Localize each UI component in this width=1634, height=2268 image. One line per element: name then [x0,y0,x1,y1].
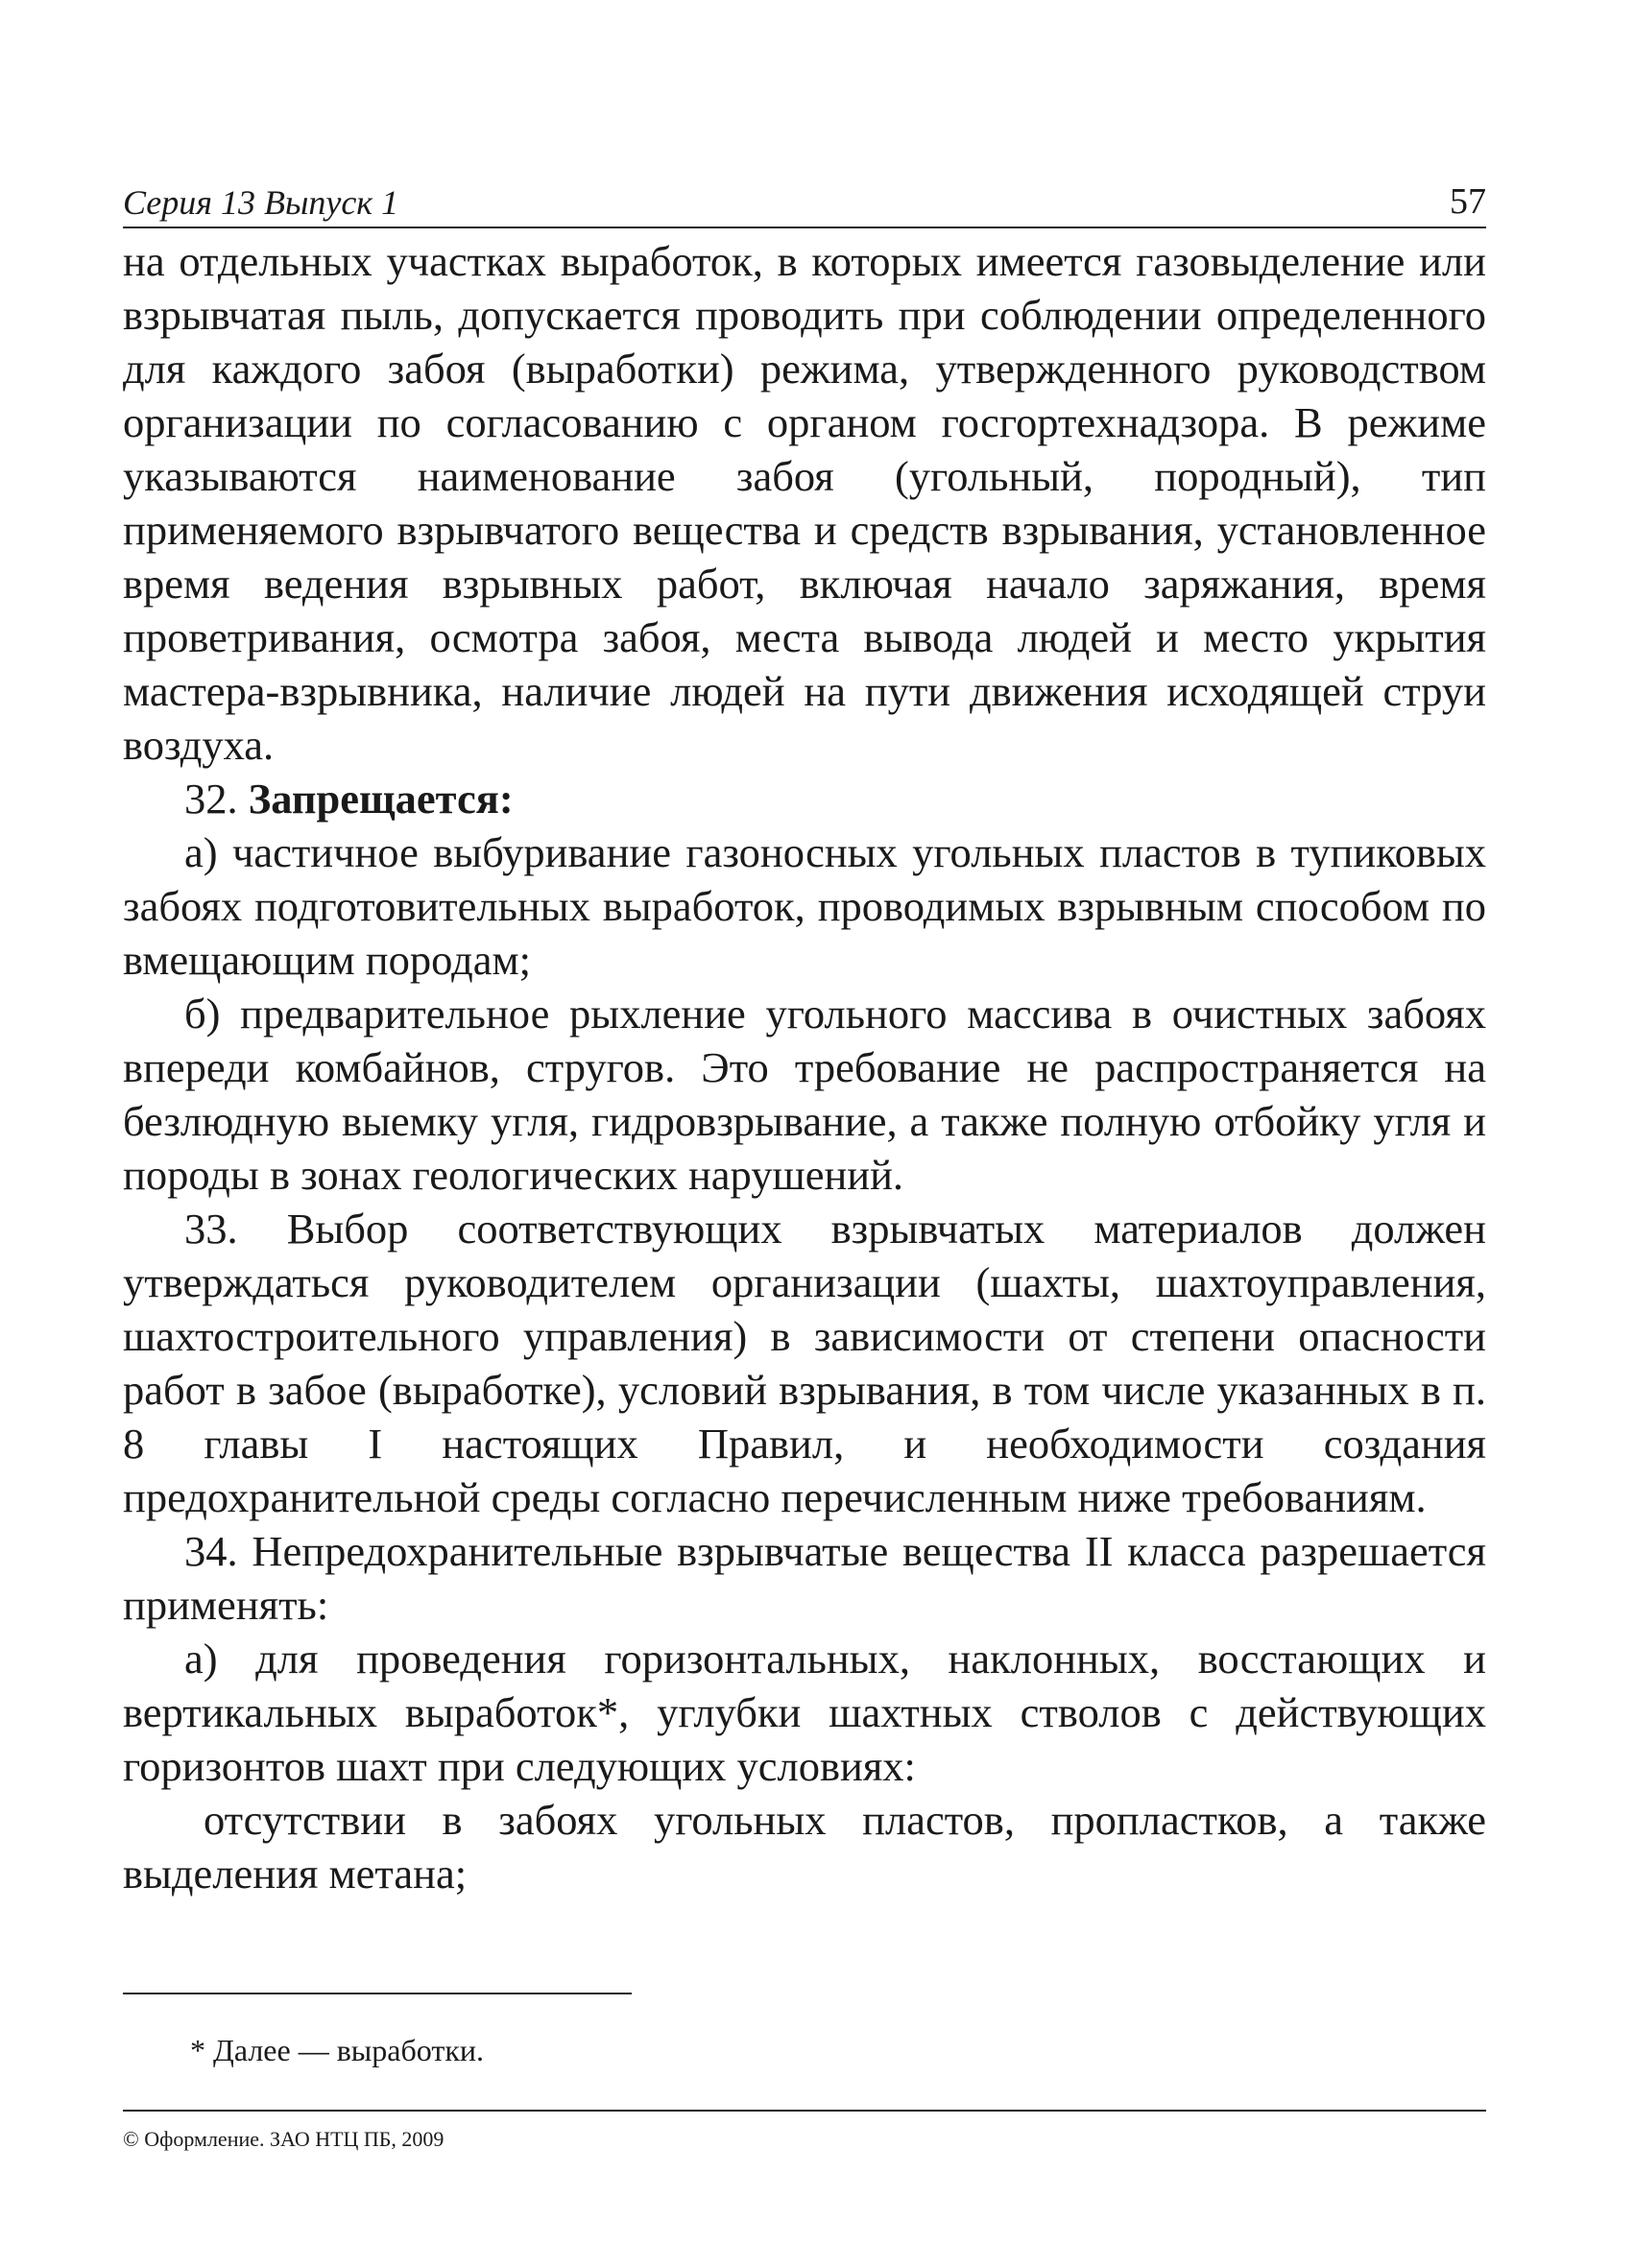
item-34-a: а) для проведения горизонтальных, наклонных, восстающих и вертикальных выработок*, углубки шахтных стволов с действующих горизонтов шахт при следующих условиях: [123,1635,1486,1790]
item-33: 33. Выбор соответствующих взрывчатых материалов должен утверждаться руководителем организации (шахты, шахтоуправления, шахтостроительного управления) в зависимости от степени опасности работ в забое (выработке), условий взрывания, в том числе указанных в п. 8 главы I настоящих Правил, и необходимости создания предохранительной среды согласно перечисленным ниже требованиям. [123,1205,1486,1521]
item-32-b: б) предварительное рыхление угольного массива в очистных забоях впереди комбайнов, стругов. Это требование не распространяется на безлюдную выемку угля, гидровзрывание, а также полную отбойку угля и породы в зонах геологических нарушений. [123,990,1486,1199]
footnote: * Далее — выработки. [190,2033,485,2067]
body-text [123,234,1486,1900]
paragraph-intro: на отдельных участках выработок, в которых имеется газовыделение или взрывчатая пыль, допускается проводить при соблюдении определенного для каждого забоя (выработки) режима, утвержденного руководством организации по согласованию с органом госгортехнадзора. В режиме указываются наименование забоя (угольный, породный), тип применяемого взрывчатого вещества и средств взрывания, установленное время ведения взрывных работ, включая начало заряжания, время проветривания, осмотра забоя, места вывода людей и место укрытия мастера-взрывника, наличие людей на пути движения исходящей струи воздуха. [123,237,1486,769]
item-32-title: Запрещается: [248,775,514,823]
running-header [123,173,1486,228]
item-34-a-condition: отсутствии в забоях угольных пластов, пропластков, а также выделения метана; [123,1796,1486,1898]
item-32-a: а) частичное выбуривание газоносных угольных пластов в тупиковых забоях подготовительных выработок, проводимых взрывным способом по вмещающим породам; [123,828,1486,984]
item-32-heading [123,772,1486,825]
series-title: Серия 13 Выпуск 1 [123,183,399,222]
item-34: 34. Непредохранительные взрывчатые вещества II класса разрешается применять: [123,1527,1486,1629]
bottom-rule [123,2110,1486,2112]
item-32-number: 32. [184,775,238,823]
page-number: 57 [1450,181,1486,222]
footnote-rule [123,1993,632,1994]
copyright-line: © Оформление. ЗАО НТЦ ПБ, 2009 [123,2127,445,2151]
document-page [123,173,1486,2151]
